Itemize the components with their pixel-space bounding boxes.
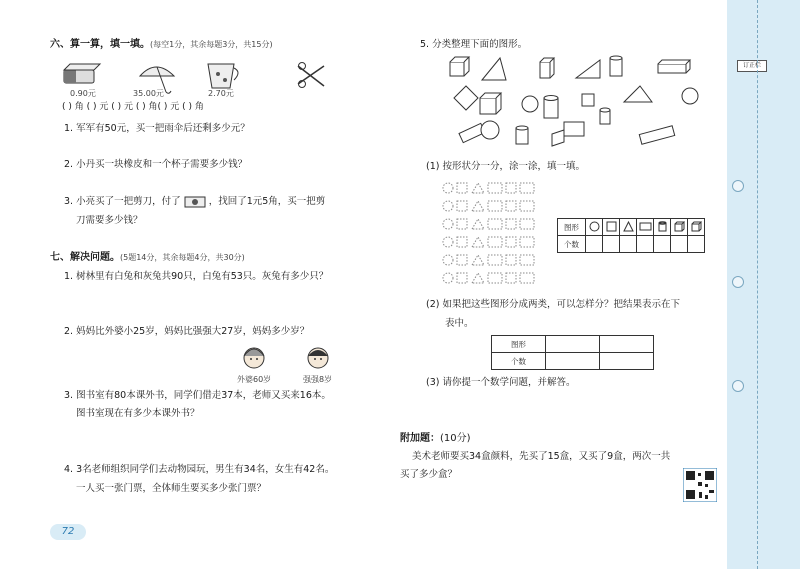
two-group-table xyxy=(491,335,654,370)
question-7-4: 3名老师组织同学们去动物园玩，男生有34名，女生有42名。 xyxy=(76,464,335,475)
section6-title: 六、算一算，填一填。(每空1分，其余每题3分，共15分) xyxy=(50,39,273,50)
shape-count-table xyxy=(557,218,705,253)
cylinder-icon xyxy=(544,96,558,119)
bonus-title: 附加题：(10分) xyxy=(400,433,471,444)
count-cell[interactable] xyxy=(671,236,688,253)
group-cell[interactable] xyxy=(600,336,654,353)
table2-row-label-shape: 图形 xyxy=(492,336,546,353)
shapes-cluster-illustration xyxy=(440,50,710,150)
table1-row-label-shape: 图形 xyxy=(558,219,586,236)
page-number: 72 xyxy=(50,524,86,540)
square-icon xyxy=(606,221,617,232)
group-cell[interactable] xyxy=(546,353,600,370)
question-5-2: (2) 如果把这些图形分成两类，可以怎样分？把结果表示在下 xyxy=(426,299,680,310)
rhombus-icon xyxy=(552,130,564,146)
circle-icon xyxy=(589,221,600,232)
count-cell[interactable] xyxy=(637,236,654,253)
cube-icon xyxy=(691,221,702,232)
question-7-1: 树林里有白兔和灰兔共90只，白兔有53只。灰兔有多少只？ xyxy=(76,271,329,282)
binding-margin xyxy=(727,0,800,569)
binding-hole-icon xyxy=(732,380,744,392)
question-6-3: 3. 小亮买了一把剪刀，付了 ，找回了1元5角，买一把剪 xyxy=(64,196,326,207)
question-5-3: (3) 请你提一个数学问题，并解答。 xyxy=(426,377,576,388)
count-cell[interactable] xyxy=(620,236,637,253)
rhombus-icon xyxy=(454,86,478,110)
square-icon xyxy=(582,94,594,106)
question-5-title: 5. 分类整理下面的图形。 xyxy=(420,39,528,50)
rectangle-icon xyxy=(564,122,584,136)
cylinder-icon xyxy=(657,221,668,232)
grandma-icon xyxy=(244,348,264,368)
circle-icon xyxy=(682,88,698,104)
cube-icon xyxy=(480,93,501,114)
count-cell[interactable] xyxy=(603,236,620,253)
cylinder-icon xyxy=(516,126,528,144)
triangle-icon xyxy=(624,86,652,102)
triangle-icon xyxy=(623,221,634,232)
fill-in-row: ( ) 角 ( ) 元 ( ) 元 ( ) 角( ) 元 ( ) 角 xyxy=(62,102,204,112)
question-6-2: 小丹买一块橡皮和一个杯子需要多少钱？ xyxy=(76,159,248,170)
cylinder-icon xyxy=(610,56,622,76)
count-cell[interactable] xyxy=(688,236,705,253)
group-cell[interactable] xyxy=(546,336,600,353)
cuboid-icon xyxy=(674,221,685,232)
scissors-icon xyxy=(298,63,324,88)
eraser-icon xyxy=(64,64,100,83)
price-eraser: 0.90元 xyxy=(70,89,96,98)
question-7-3-cont: 图书室现在有多少本课外书？ xyxy=(76,408,200,419)
banknote-icon xyxy=(184,196,206,208)
price-umbrella: 35.00元 xyxy=(133,89,164,98)
group-cell[interactable] xyxy=(600,353,654,370)
question-6-1: 军军有50元，买一把雨伞后还剩多少元？ xyxy=(76,123,250,134)
bonus-question-cont: 买了多少盒？ xyxy=(400,469,458,480)
bonus-question: 美术老师要买34盒颜料，先买了15盒，又买了9盒，两次一共 xyxy=(412,451,671,462)
question-7-2: 妈妈比外婆小25岁，妈妈比强强大27岁，妈妈多少岁？ xyxy=(76,326,310,337)
triangle-icon xyxy=(482,58,506,80)
label-grandma: 外婆60岁 xyxy=(237,375,272,384)
priced-items-illustration xyxy=(58,58,348,94)
cylinder-icon xyxy=(600,108,610,124)
question-7-3: 图书室有80本课外书，同学们借走37本，老师又买来16本。 xyxy=(76,390,331,401)
binding-hole-icon xyxy=(732,276,744,288)
qr-code[interactable] xyxy=(683,468,717,502)
binding-hole-icon xyxy=(732,180,744,192)
cup-icon xyxy=(208,64,238,88)
table1-row-label-count: 个数 xyxy=(558,236,586,253)
cuboid-icon xyxy=(540,58,554,78)
count-cell[interactable] xyxy=(654,236,671,253)
circle-icon xyxy=(481,121,499,139)
question-6-3-cont: 刀需要多少钱？ xyxy=(76,215,143,226)
boy-icon xyxy=(308,348,328,368)
question-7-4-cont: 一人买一张门票，全体师生要买多少张门票？ xyxy=(76,483,267,494)
question-5-2-cont: 表中。 xyxy=(445,318,474,329)
coloring-grid xyxy=(440,178,552,288)
cuboid-icon xyxy=(658,60,690,73)
triangle-icon xyxy=(576,60,600,78)
table2-row-label-count: 个数 xyxy=(492,353,546,370)
price-cup: 2.70元 xyxy=(208,89,234,98)
label-qiangqiang: 强强8岁 xyxy=(303,375,333,384)
rectangle-icon xyxy=(639,221,652,232)
question-5-1: (1) 按形状分一分，涂一涂，填一填。 xyxy=(426,161,585,172)
cuboid-icon xyxy=(639,126,674,144)
cube-icon xyxy=(450,57,469,76)
correction-tab: 订正栏 xyxy=(737,60,767,72)
people-illustration xyxy=(240,342,340,374)
circle-icon xyxy=(522,96,538,112)
count-cell[interactable] xyxy=(586,236,603,253)
section7-title: 七、解决问题。(5题14分，其余每题4分，共30分) xyxy=(50,252,245,263)
